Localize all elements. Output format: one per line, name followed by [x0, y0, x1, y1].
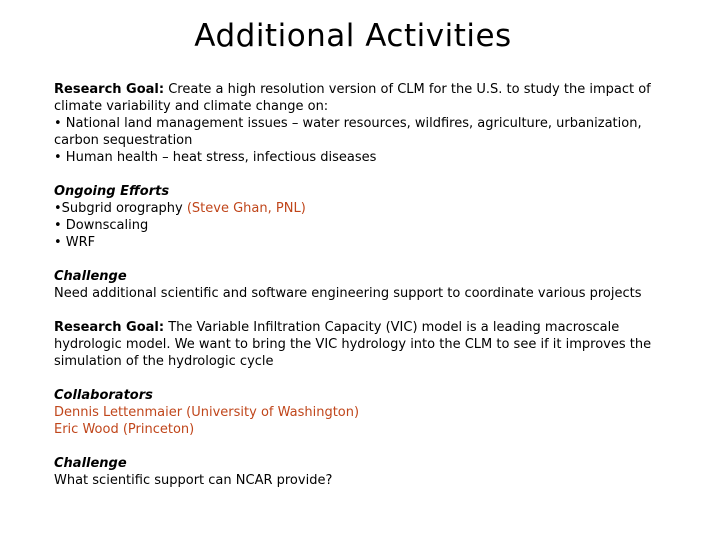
- research-goal-clm-line-2: climate variability and climate change on:: [54, 99, 329, 114]
- research-goal-label: Research Goal:: [54, 82, 165, 97]
- collaborator-item: Dennis Lettenmaier (University of Washington): [54, 405, 360, 420]
- research-goal-clm: [54, 81, 669, 166]
- research-goal-vic-label: Research Goal:: [54, 320, 165, 335]
- bullet-human-health: • Human health – heat stress, infectious diseases: [54, 150, 377, 165]
- ongoing-item-wrf: • WRF: [54, 235, 96, 250]
- research-goal-vic: [54, 319, 669, 370]
- research-goal-text: Create a high resolution version of CLM for the U.S. to study the impact of: [164, 82, 651, 97]
- challenge-1-text: Need additional scientific and software engineering support to coordinate various projects: [54, 286, 642, 301]
- challenge-2-heading: Challenge: [54, 456, 127, 471]
- collaborators: [54, 387, 669, 438]
- research-goal-clm-line-1: [54, 81, 669, 98]
- ongoing-efforts: [54, 183, 669, 251]
- ongoing-efforts-heading: Ongoing Efforts: [54, 184, 170, 199]
- bullet-land-management-cont: carbon sequestration: [54, 133, 193, 148]
- slide-content: [54, 81, 669, 506]
- collaborators-heading: Collaborators: [54, 388, 153, 403]
- bullet-land-management: • National land management issues – water resources, wildfires, agriculture, urbanization,: [54, 116, 642, 131]
- ongoing-item-subgrid-text: •Subgrid orography: [54, 201, 187, 216]
- challenge-2: [54, 455, 669, 489]
- challenge-2-text: What scientific support can NCAR provide?: [54, 473, 333, 488]
- challenge-1: [54, 268, 669, 302]
- research-goal-vic-line-2: hydrologic model. We want to bring the VIC hydrology into the CLM to see if it improves the: [54, 337, 652, 352]
- ongoing-item-downscaling: • Downscaling: [54, 218, 149, 233]
- research-goal-vic-line-3: simulation of the hydrologic cycle: [54, 354, 274, 369]
- ongoing-item-subgrid: [54, 200, 669, 217]
- ongoing-item-subgrid-credit: (Steve Ghan, PNL): [186, 201, 306, 216]
- slide-title: Additional Activities: [194, 18, 512, 54]
- research-goal-vic-text: The Variable Infiltration Capacity (VIC) model is a leading macroscale: [164, 320, 620, 335]
- research-goal-vic-line-1: [54, 319, 669, 336]
- challenge-1-heading: Challenge: [54, 269, 127, 284]
- collaborator-item: Eric Wood (Princeton): [54, 422, 195, 437]
